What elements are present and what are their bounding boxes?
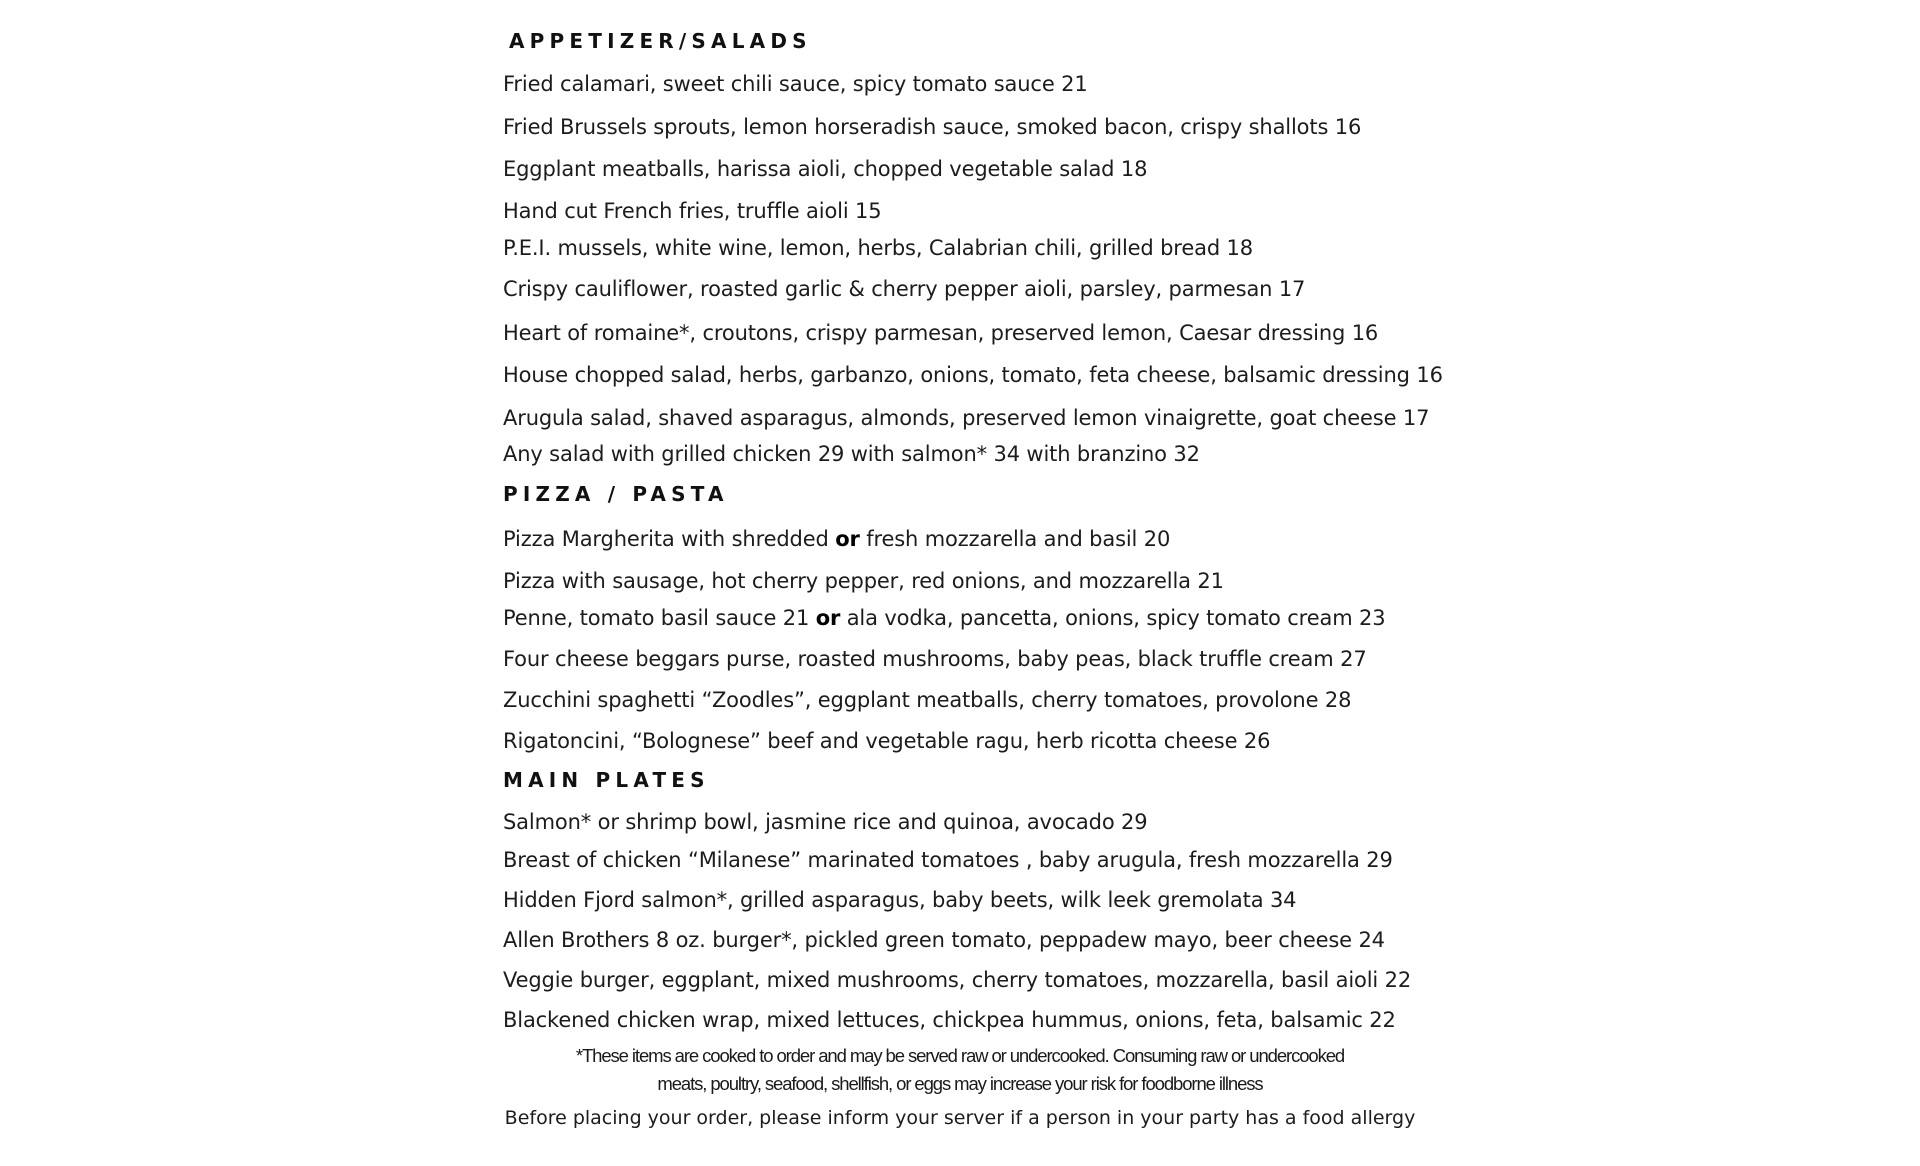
menu-item: Any salad with grilled chicken 29 with salmon* 34 with branzino 32 [503,442,1200,466]
menu-item: P.E.I. mussels, white wine, lemon, herbs, Calabrian chili, grilled bread 18 [503,236,1253,260]
item-text: Penne, tomato basil sauce 21 [503,606,816,630]
menu-item: Blackened chicken wrap, mixed lettuces, chickpea hummus, onions, feta, balsamic 22 [503,1008,1396,1032]
disclaimer-line-1: *These items are cooked to order and may be served raw or undercooked. Consuming raw or undercooked [575,1045,1345,1066]
menu-item: Pizza with sausage, hot cherry pepper, red onions, and mozzarella 21 [503,569,1224,593]
item-text: ala vodka, pancetta, onions, spicy tomato cream 23 [840,606,1386,630]
menu-item: Arugula salad, shaved asparagus, almonds, preserved lemon vinaigrette, goat cheese 17 [503,406,1430,430]
menu-item: Heart of romaine*, croutons, crispy parmesan, preserved lemon, Caesar dressing 16 [503,321,1379,345]
menu-item: House chopped salad, herbs, garbanzo, onions, tomato, feta cheese, balsamic dressing 16 [503,363,1443,387]
menu-item: Hidden Fjord salmon*, grilled asparagus, baby beets, wilk leek gremolata 34 [503,888,1297,912]
section-heading-main-plates: MAIN PLATES [503,768,710,792]
item-emphasis: or [815,606,841,630]
item-emphasis: or [835,527,860,551]
section-heading-pizza-pasta: PIZZA / PASTA [503,482,729,506]
menu-item: Four cheese beggars purse, roasted mushrooms, baby peas, black truffle cream 27 [503,647,1367,671]
allergy-notice: Before placing your order, please inform your server if a person in your party has a food allergy [504,1107,1416,1129]
menu-item: Rigatoncini, “Bolognese” beef and vegetable ragu, herb ricotta cheese 26 [503,729,1271,753]
menu-item: Fried Brussels sprouts, lemon horseradish sauce, smoked bacon, crispy shallots 16 [503,115,1362,139]
menu-item: Veggie burger, eggplant, mixed mushrooms, cherry tomatoes, mozzarella, basil aioli 22 [503,968,1412,992]
menu-item-margherita [503,529,1170,550]
menu-item: Breast of chicken “Milanese” marinated tomatoes , baby arugula, fresh mozzarella 29 [503,848,1393,872]
menu-item-penne [503,608,1385,629]
item-text: fresh mozzarella and basil 20 [859,527,1171,551]
item-text: Pizza Margherita with shredded [503,527,836,551]
disclaimer-line-2: meats, poultry, seafood, shellfish, or eggs may increase your risk for foodborne illness [657,1073,1263,1094]
section-heading-appetizers: APPETIZER/SALADS [509,29,812,53]
menu-item: Zucchini spaghetti “Zoodles”, eggplant meatballs, cherry tomatoes, provolone 28 [503,688,1352,712]
menu-item: Crispy cauliflower, roasted garlic & cherry pepper aioli, parsley, parmesan 17 [503,277,1306,301]
menu-item: Eggplant meatballs, harissa aioli, chopped vegetable salad 18 [503,157,1148,181]
menu-item: Allen Brothers 8 oz. burger*, pickled green tomato, peppadew mayo, beer cheese 24 [503,928,1385,952]
menu-item: Hand cut French fries, truffle aioli 15 [503,199,882,223]
menu-item: Salmon* or shrimp bowl, jasmine rice and quinoa, avocado 29 [503,810,1148,834]
menu-item: Fried calamari, sweet chili sauce, spicy tomato sauce 21 [503,72,1088,96]
